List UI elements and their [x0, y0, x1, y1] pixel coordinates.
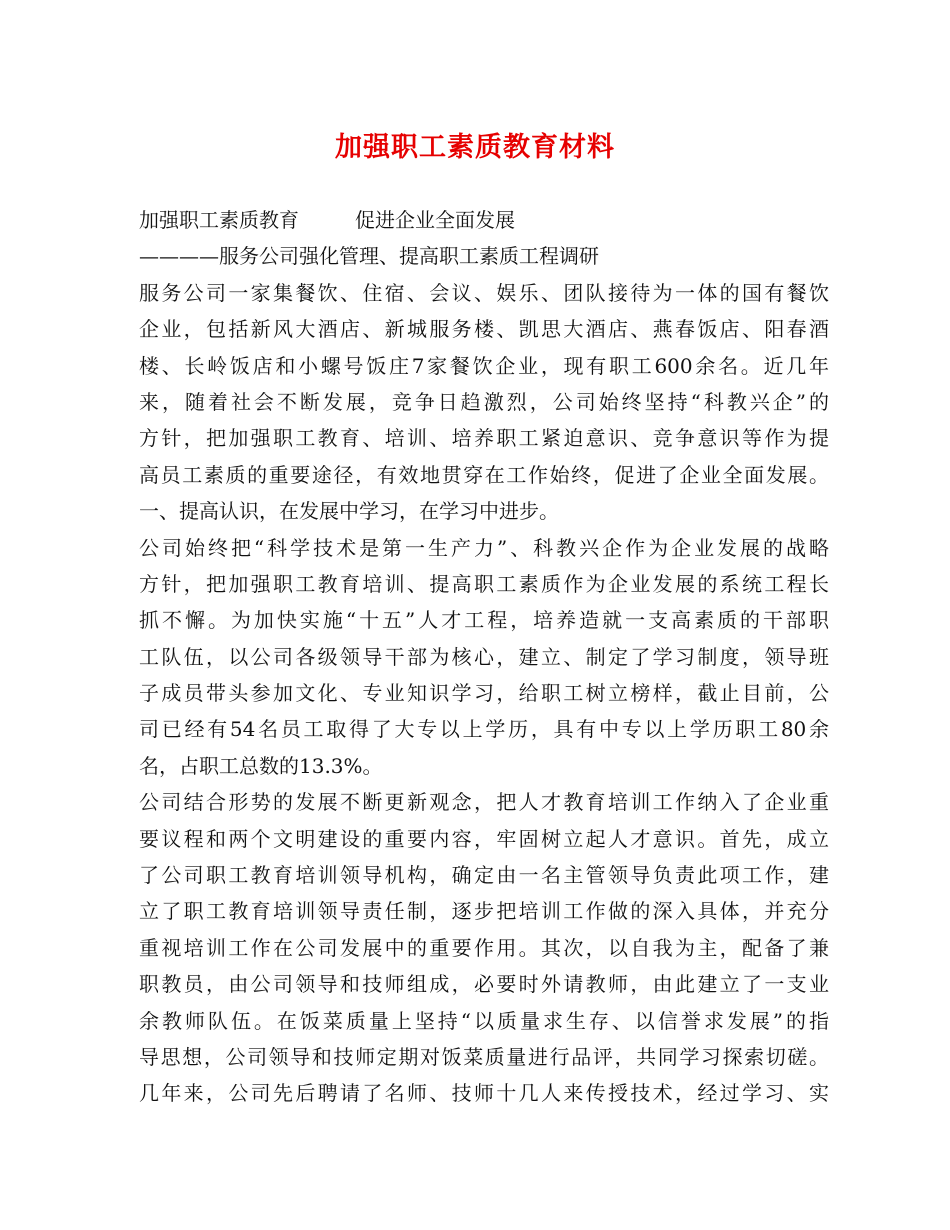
body-line: 服务公司一家集餐饮、住宿、会议、娱乐、团队接待为一体的国有餐饮 [139, 280, 829, 305]
body-line: 名，占职工总数的13.3%。 [139, 753, 383, 778]
body-line: 司已经有54名员工取得了大专以上学历，具有中专以上学历职工80余 [139, 717, 829, 742]
body-line: 方针，把加强职工教育、培训、培养职工紧迫意识、竞争意识等作为提 [139, 426, 829, 451]
body-line: 余教师队伍。在饭菜质量上坚持“以质量求生存、以信誉求发展”的指 [139, 1008, 829, 1033]
body-line: 重视培训工作在公司发展中的重要作用。其次，以自我为主，配备了兼 [139, 935, 829, 960]
body-line: 企业，包括新风大酒店、新城服务楼、凯思大酒店、燕春饭店、阳春酒 [139, 317, 829, 342]
body-line: 导思想，公司领导和技师定期对饭菜质量进行品评，共同学习探索切磋。 [139, 1044, 829, 1069]
body-line: 公司始终把“科学技术是第一生产力”、科教兴企作为企业发展的战略 [139, 535, 829, 560]
body-line: 高员工素质的重要途径，有效地贯穿在工作始终，促进了企业全面发展。 [139, 462, 829, 487]
subtitle-right: 促进企业全面发展 [355, 208, 515, 232]
subtitle-left: 加强职工素质教育 [139, 208, 299, 232]
section-heading: 一、提高认识，在发展中学习，在学习中进步。 [139, 499, 559, 524]
body-line: 抓不懈。为加快实施“十五”人才工程，培养造就一支高素质的干部职 [139, 608, 829, 633]
subtitle-line [139, 202, 829, 238]
body-line: 楼、长岭饭店和小螺号饭庄7家餐饮企业，现有职工600余名。近几年 [139, 353, 829, 378]
body-line: 来，随着社会不断发展，竞争日趋激烈，公司始终坚持“科教兴企”的 [139, 389, 829, 414]
body-line: 公司结合形势的发展不断更新观念，把人才教育培训工作纳入了企业重 [139, 790, 829, 815]
body-line: 了公司职工教育培训领导机构，确定由一名主管领导负责此项工作，建 [139, 863, 829, 888]
document-body [139, 202, 829, 1112]
body-line: 几年来，公司先后聘请了名师、技师十几人来传授技术，经过学习、实 [139, 1081, 829, 1106]
body-line: 工队伍，以公司各级领导干部为核心，建立、制定了学习制度，领导班 [139, 644, 829, 669]
body-line: 职教员，由公司领导和技师组成，必要时外请教师，由此建立了一支业 [139, 972, 829, 997]
document-title: 加强职工素质教育材料 [335, 132, 615, 163]
subtitle-line-2: ————服务公司强化管理、提高职工素质工程调研 [139, 244, 599, 269]
body-line: 要议程和两个文明建设的重要内容，牢固树立起人才意识。首先，成立 [139, 826, 829, 851]
body-line: 立了职工教育培训领导责任制，逐步把培训工作做的深入具体，并充分 [139, 899, 829, 924]
body-line: 子成员带头参加文化、专业知识学习，给职工树立榜样，截止目前，公 [139, 681, 829, 706]
body-line: 方针，把加强职工教育培训、提高职工素质作为企业发展的系统工程长 [139, 571, 829, 596]
